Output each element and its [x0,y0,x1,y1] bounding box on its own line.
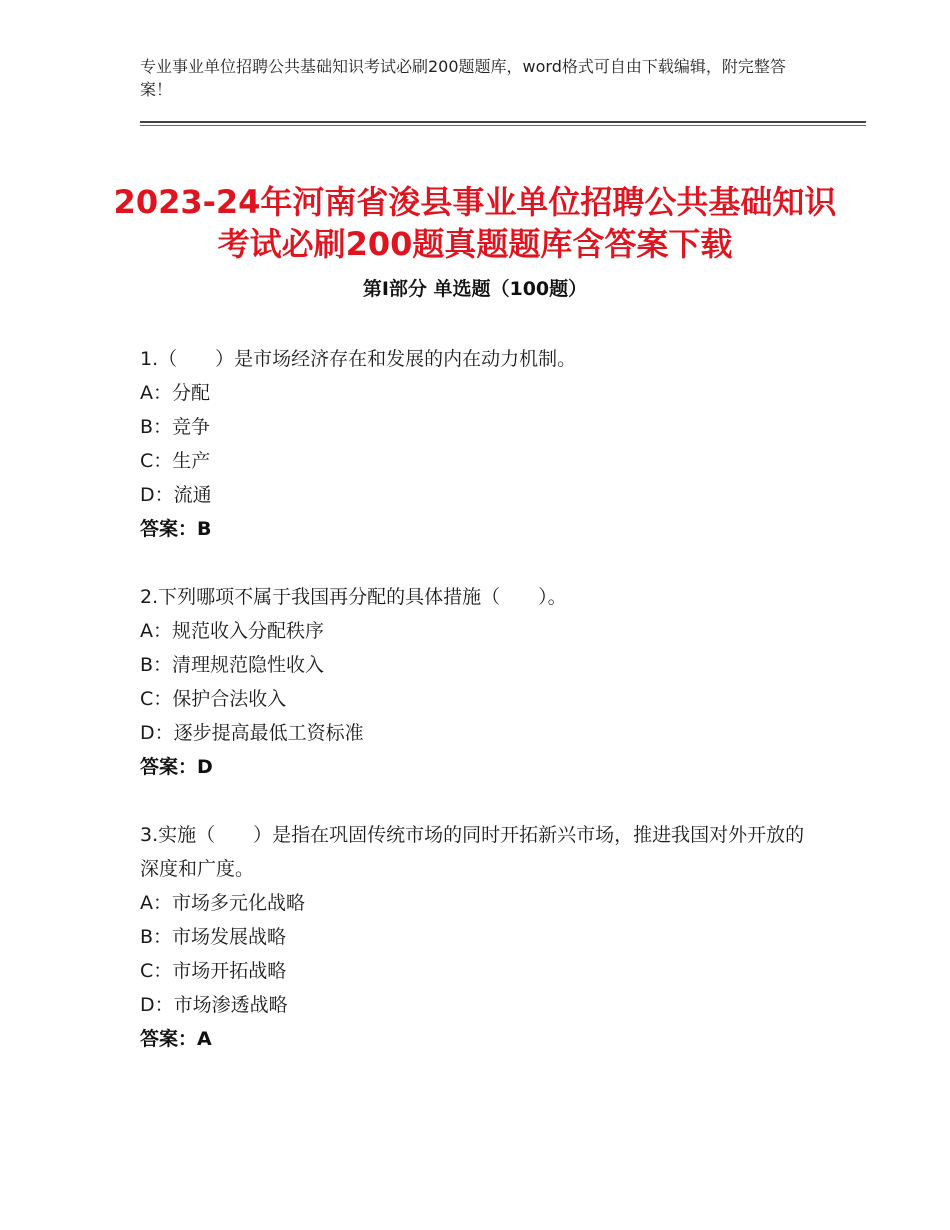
option-d: D：逐步提高最低工资标准 [140,722,364,744]
header-note: 专业事业单位招聘公共基础知识考试必刷200题题库，word格式可自由下载编辑，附完整答案！ [140,57,786,99]
option-c: C：保护合法收入 [140,688,287,710]
option-b: B：市场发展战略 [140,926,287,948]
header-divider [140,121,866,123]
option-b: B：竞争 [140,416,211,438]
answer: 答案：A [140,1028,212,1050]
option-d: D：市场渗透战略 [140,994,288,1016]
question-1 [140,342,820,546]
option-c: C：市场开拓战略 [140,960,287,982]
option-a: A：市场多元化战略 [140,892,305,914]
question-stem: 3.实施（ ）是指在巩固传统市场的同时开拓新兴市场，推进我国对外开放的深度和广度。 [140,824,805,880]
header-divider-thin [140,125,866,126]
section-title: 第Ⅰ部分 单选题（100题） [362,278,588,300]
document-title: 2023-24年河南省浚县事业单位招聘公共基础知识考试必刷200题真题题库含答案下载 [113,183,837,264]
option-d: D：流通 [140,484,212,506]
option-a: A：分配 [140,382,210,404]
answer: 答案：D [140,756,213,778]
question-3 [140,818,820,1056]
question-stem: 2.下列哪项不属于我国再分配的具体措施（ ）。 [140,586,567,608]
option-b: B：清理规范隐性收入 [140,654,325,676]
question-list [140,342,820,1090]
option-a: A：规范收入分配秩序 [140,620,324,642]
answer: 答案：B [140,518,212,540]
option-c: C：生产 [140,450,211,472]
question-2 [140,580,820,784]
question-stem: 1.（ ）是市场经济存在和发展的内在动力机制。 [140,348,577,370]
